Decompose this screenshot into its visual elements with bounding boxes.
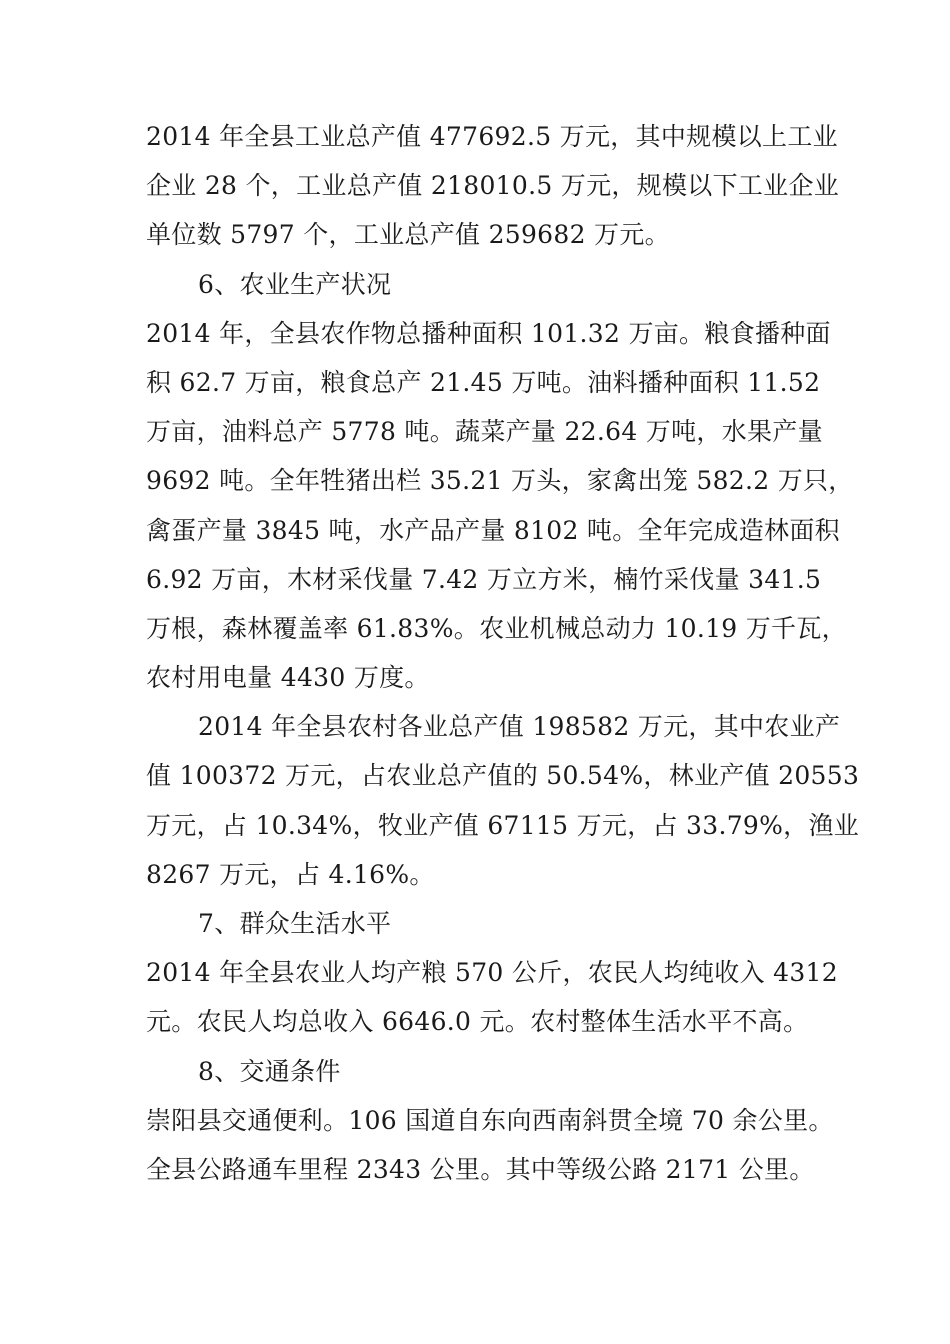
text-line: 万根，森林覆盖率 61.83%。农业机械总动力 10.19 万千瓦，	[146, 613, 847, 643]
text-line: 积 62.7 万亩，粮食总产 21.45 万吨。油料播种面积 11.52	[146, 367, 821, 397]
text-line: 万元，占 10.34%，牧业产值 67115 万元，占 33.79%，渔业	[146, 810, 860, 840]
text-line: 农村用电量 4430 万度。	[146, 663, 430, 693]
text-line: 2014 年全县工业总产值 477692.5 万元，其中规模以上工业	[146, 122, 838, 151]
text-line: 单位数 5797 个，工业总产值 259682 万元。	[146, 220, 670, 250]
text-line: 2014 年，全县农作物总播种面积 101.32 万亩。粮食播种面	[146, 318, 831, 348]
document-body	[146, 112, 860, 1194]
text-line: 崇阳县交通便利。106 国道自东向西南斜贯全境 70 余公里。	[146, 1105, 834, 1135]
paragraph-start: 2014 年全县农村各业总产值 198582 万元，其中农业产	[198, 712, 841, 742]
section-heading: 8、交通条件	[198, 1056, 341, 1086]
text-line: 6.92 万亩，木材采伐量 7.42 万立方米，楠竹采伐量 341.5	[146, 564, 822, 594]
text-line: 全县公路通车里程 2343 公里。其中等级公路 2171 公里。	[146, 1154, 815, 1184]
section-heading: 7、群众生活水平	[198, 909, 392, 938]
text-line: 值 100372 万元，占农业总产值的 50.54%，林业产值 20553	[146, 761, 860, 791]
text-line: 元。农民人均总收入 6646.0 元。农村整体生活水平不高。	[146, 1007, 809, 1037]
text-line: 企业 28 个，工业总产值 218010.5 万元，规模以下工业企业	[146, 171, 840, 201]
text-line: 2014 年全县农业人均产粮 570 公斤，农民人均纯收入 4312	[146, 958, 838, 988]
text-line: 万亩，油料总产 5778 吨。蔬菜产量 22.64 万吨，水果产量	[146, 417, 823, 447]
text-line: 9692 吨。全年牲猪出栏 35.21 万头，家禽出笼 582.2 万只，	[146, 466, 854, 496]
text-line: 8267 万元，占 4.16%。	[146, 859, 435, 889]
text-line: 禽蛋产量 3845 吨，水产品产量 8102 吨。全年完成造林面积	[146, 515, 840, 545]
section-heading: 6、农业生产状况	[198, 269, 392, 299]
